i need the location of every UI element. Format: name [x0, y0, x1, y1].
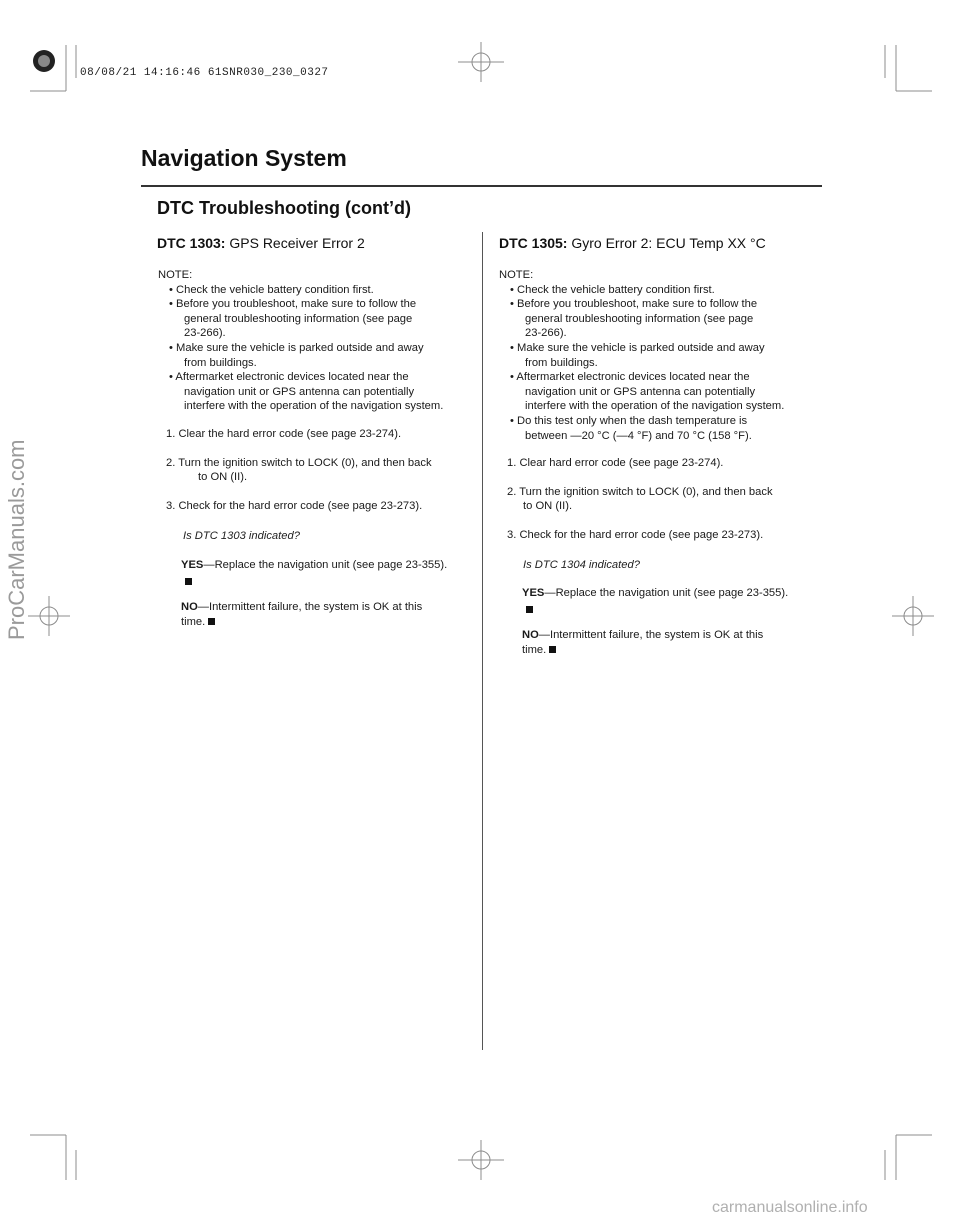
section-title: Navigation System [141, 145, 347, 171]
side-watermark: ProCarManuals.com [4, 439, 29, 640]
yes-label: YES [522, 587, 545, 599]
step-line: 2. Turn the ignition switch to LOCK (0), and then back [507, 485, 773, 498]
note-line: • Check the vehicle battery condition first. [169, 283, 374, 296]
note-line: • Make sure the vehicle is parked outside and away [169, 341, 424, 354]
no-text-cont: time. [522, 643, 547, 656]
dtc-description: Gyro Error 2: ECU Temp XX °C [571, 235, 766, 251]
step-line: to ON (II). [198, 471, 248, 484]
no-text-cont: time. [181, 615, 206, 628]
note-label: NOTE: [158, 269, 193, 281]
no-text: Intermittent failure, the system is OK at this [208, 601, 423, 613]
right-no-branch: NO—Intermittent failure, the system is OK at this time. [522, 629, 764, 656]
left-note-block [158, 268, 478, 414]
note-line: general troubleshooting information (see page [184, 312, 413, 325]
right-notes [499, 283, 819, 444]
left-steps [158, 427, 478, 513]
dtc-code: DTC 1303: [157, 235, 226, 251]
note-line: navigation unit or GPS antenna can potentially [525, 385, 756, 398]
print-stamp: 08/08/21 14:16:46 61SNR030_230_0327 [80, 67, 329, 79]
step-line: 3. Check for the hard error code (see page 23-273). [166, 499, 423, 512]
step-line: 1. Clear the hard error code (see page 23-274). [166, 428, 402, 440]
note-line: navigation unit or GPS antenna can potentially [184, 385, 415, 398]
note-line: • Make sure the vehicle is parked outside and away [510, 341, 765, 354]
step-line: 1. Clear hard error code (see page 23-274). [507, 457, 724, 469]
no-text: Intermittent failure, the system is OK at this [549, 629, 764, 641]
note-label: NOTE: [499, 269, 534, 281]
left-no-branch: NO—Intermittent failure, the system is OK at this time. [181, 601, 423, 628]
note-line: general troubleshooting information (see page [525, 312, 754, 325]
note-line: • Aftermarket electronic devices located near the [169, 371, 409, 384]
note-line: between —20 °C (—4 °F) and 70 °C (158 °F). [525, 429, 752, 442]
right-steps [499, 456, 819, 542]
title-rule [141, 185, 822, 187]
right-note-block [499, 268, 819, 443]
dtc-1303-heading [157, 235, 365, 251]
end-mark-icon [526, 606, 533, 613]
dtc-1305-heading [499, 235, 766, 251]
no-label: NO [522, 629, 539, 641]
right-question: Is DTC 1304 indicated? [523, 559, 640, 571]
yes-text: Replace the navigation unit (see page 23-355). [214, 559, 448, 571]
end-mark-icon [185, 578, 192, 585]
no-label: NO [181, 601, 198, 613]
note-line: 23-266). [184, 327, 226, 340]
note-line: from buildings. [525, 356, 598, 369]
step-line: 3. Check for the hard error code (see page 23-273). [507, 528, 764, 541]
yes-label: YES [181, 559, 204, 571]
footer-watermark: carmanualsonline.info [712, 1199, 868, 1216]
left-notes [158, 283, 478, 414]
right-yes-branch: YES—Replace the navigation unit (see page 23-355). [522, 586, 822, 617]
subsection-title: DTC Troubleshooting (cont’d) [157, 198, 411, 218]
note-line: 23-266). [525, 327, 567, 340]
dtc-description: GPS Receiver Error 2 [229, 235, 365, 251]
note-line: from buildings. [184, 356, 257, 369]
left-question: Is DTC 1303 indicated? [183, 530, 300, 542]
dtc-code: DTC 1305: [499, 235, 568, 251]
note-line: • Check the vehicle battery condition first. [510, 283, 715, 296]
end-mark-icon [208, 618, 215, 625]
step-line: 2. Turn the ignition switch to LOCK (0), and then back [166, 456, 432, 469]
column-divider [482, 232, 483, 1050]
note-line: • Do this test only when the dash temperature is [510, 414, 748, 427]
note-line: • Aftermarket electronic devices located near the [510, 371, 750, 384]
step-line: to ON (II). [523, 500, 573, 513]
yes-text: Replace the navigation unit (see page 23-355). [555, 587, 789, 599]
note-line: • Before you troubleshoot, make sure to follow the [510, 298, 758, 311]
note-line: • Before you troubleshoot, make sure to follow the [169, 298, 417, 311]
end-mark-icon [549, 646, 556, 653]
note-line: interfere with the operation of the navigation system. [525, 400, 785, 413]
left-yes-branch: YES—Replace the navigation unit (see page 23-355). [181, 558, 481, 589]
note-line: interfere with the operation of the navigation system. [184, 400, 444, 413]
